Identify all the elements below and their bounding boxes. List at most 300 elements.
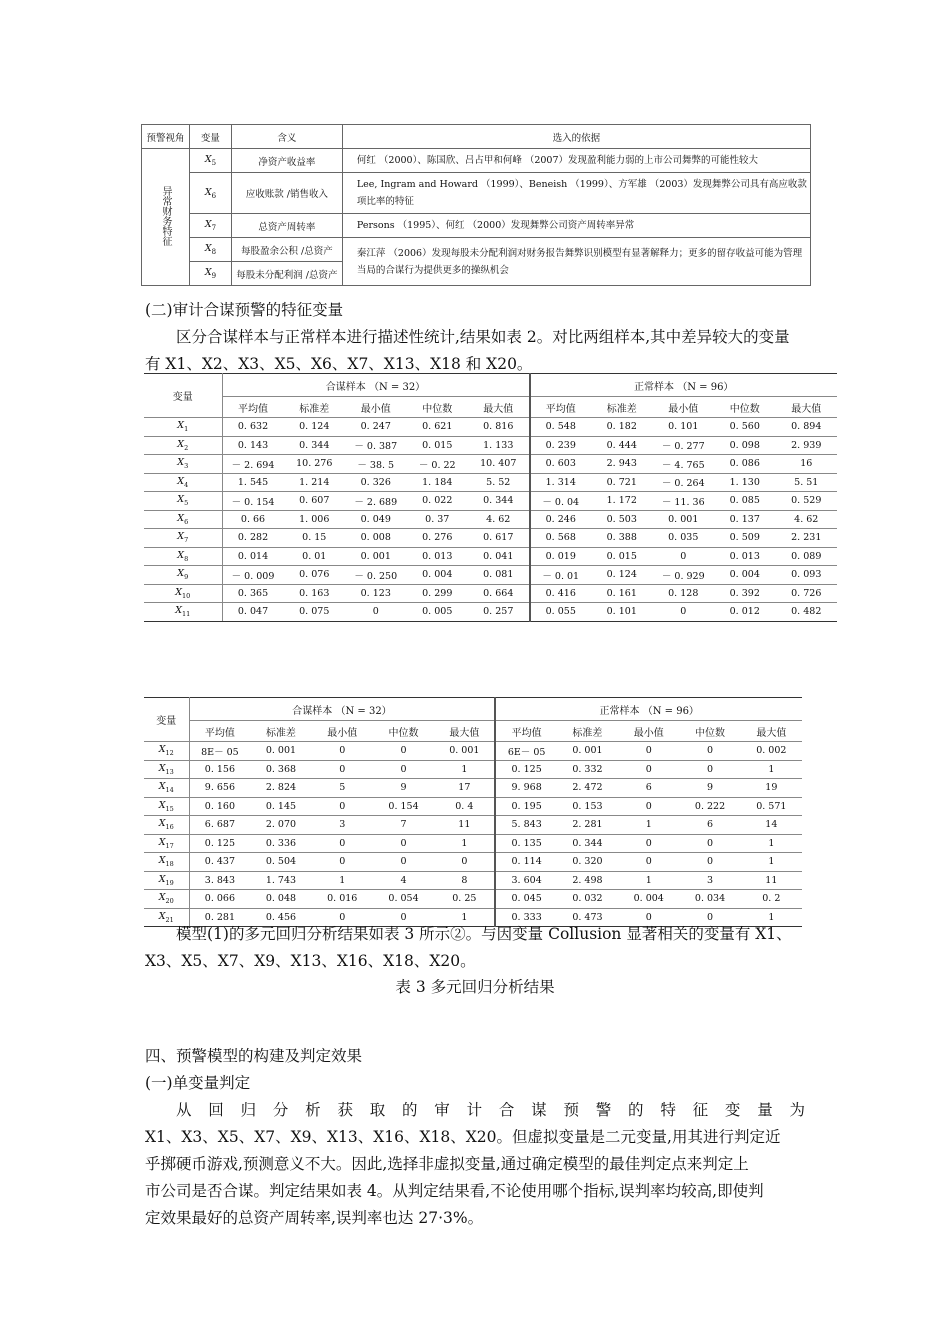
stats-cell: 0. 621 [407,418,469,437]
table1-meaning: 总资产周转率 [231,214,342,238]
stats-header-row [144,698,802,721]
table1-basis: 何红 （2000）、陈国欣、吕占甲和何峰 （2007）发现盈利能力弱的上市公司舞弊的可能性较大 [342,149,810,173]
stats-cell: 16 [776,455,838,474]
stats-row [144,492,837,511]
stats-cell: 0. 015 [591,547,653,566]
stats-cell: 2. 498 [557,871,618,890]
stats-cell: 0. 045 [495,890,556,909]
stats-row [144,473,837,492]
stats-cell: 0. 128 [653,584,715,603]
table1-group-label: 异常财务特征 [142,149,190,286]
stats-row-variable: $X_{20}$ [144,890,189,909]
stats-row [144,742,802,761]
stats-cell: 0. 548 [530,418,592,437]
stats-cell: 0. 246 [530,510,592,529]
stats-cell: 2. 231 [776,529,838,548]
stats-cell: 0. 571 [741,797,802,816]
stats-row-variable: $X_{12}$ [144,742,189,761]
stats-row-variable: $X_{18}$ [144,853,189,872]
stats-row [144,418,837,437]
stats-cell: 0. 4 [434,797,495,816]
stats-cell: 8 [434,871,495,890]
table1-basis: Lee, Ingram and Howard （1999）、Beneish （1999）、方军雄 （2003）发现舞弊公司具有高应收款项比率的特征 [342,173,810,214]
table1-basis: 秦江萍 （2006）发现每股未分配利润对财务报告舞弊识别模型有显著解释力；更多的留存收益可能为管理当局的合谋行为提供更多的操纵机会 [342,238,810,286]
stats-cell: 0. 504 [250,853,311,872]
stats-row-variable: $X_8$ [144,547,222,566]
stats-cell: 3 [312,816,373,835]
stats-cell: － 38. 5 [345,455,407,474]
stats-cell: 0. 098 [714,436,776,455]
table1-var: $X_5$ [189,149,231,173]
stats-cell: 0. 019 [530,547,592,566]
stats-cell: 2. 824 [250,779,311,798]
stats-cell: 1. 214 [284,473,346,492]
stats-cell: 0 [312,742,373,761]
stats-row-variable: $X_{19}$ [144,871,189,890]
stats-header-collusion: 合谋样本 （N = 32） [222,374,530,397]
stats-header-normal: 正常样本 （N = 96） [530,374,838,397]
stats-cell: 0. 37 [407,510,469,529]
stats-cell: 0. 004 [407,566,469,585]
section4-line1: 从回归分析获取的审计合谋预警的特征变量为 [176,1101,805,1119]
stats-cell: 0. 66 [222,510,284,529]
stats-cell: 0 [312,760,373,779]
stats-cell: － 0. 04 [530,492,592,511]
stats-cell: 0. 336 [250,834,311,853]
stats-row [144,834,802,853]
stats-cell: 5 [312,779,373,798]
stats-cell: 0. 014 [222,547,284,566]
stats-cell: 2. 070 [250,816,311,835]
stats-row-variable: $X_{17}$ [144,834,189,853]
stats-cell: 0. 013 [407,547,469,566]
stats-cell: 0. 163 [284,584,346,603]
stats-cell: 0 [679,853,740,872]
section2-heading: (二)审计合谋预警的特征变量 [145,301,344,319]
stats-cell: 0 [373,908,434,927]
stats-row-variable: $X_7$ [144,529,222,548]
stats-row [144,890,802,909]
stats-cell: 17 [434,779,495,798]
table1-meaning: 每股盈余公积 /总资产 [231,238,342,262]
stats-col-header: 中位数 [407,397,469,418]
stats-cell: 0. 081 [468,566,530,585]
stats-cell: － 0. 009 [222,566,284,585]
table1-header [142,125,811,149]
stats-cell: 0 [312,797,373,816]
stats-cell: 0. 015 [407,436,469,455]
stats-cell: 0. 054 [373,890,434,909]
stats-cell: 0 [653,603,715,622]
stats-cell: 0. 344 [284,436,346,455]
stats-col-header: 最大值 [468,397,530,418]
stats-cell: 0 [618,760,679,779]
stats-cell: 0 [312,908,373,927]
stats-cell: 1 [434,834,495,853]
stats-cell: 3. 843 [189,871,250,890]
stats-cell: 19 [741,779,802,798]
stats-col-header: 中位数 [714,397,776,418]
stats-cell: 0. 001 [434,742,495,761]
stats-col-header: 标准差 [591,397,653,418]
stats-cell: 0. 816 [468,418,530,437]
stats-subheader-row [144,721,802,742]
stats-cell: 1. 184 [407,473,469,492]
section4-line2: X1、X3、X5、X7、X9、X13、X16、X18、X20。但虚拟变量是二元变量,用其进行判定近 [145,1128,781,1146]
descriptive-stats-table-part2 [144,697,802,927]
stats-cell: 0 [679,742,740,761]
stats-cell: 9. 968 [495,779,556,798]
stats-cell: 0. 344 [468,492,530,511]
stats-cell: 0 [618,908,679,927]
stats-cell: 5. 843 [495,816,556,835]
stats-cell: 14 [741,816,802,835]
stats-cell: 0. 114 [495,853,556,872]
stats-cell: 0. 568 [530,529,592,548]
stats-subheader-row [144,397,837,418]
stats-col-header: 最小值 [653,397,715,418]
stats-row-variable: $X_{14}$ [144,779,189,798]
stats-cell: 0. 607 [284,492,346,511]
stats-cell: 2. 943 [591,455,653,474]
stats-cell: 10. 276 [284,455,346,474]
stats-cell: 6 [618,779,679,798]
stats-row [144,455,837,474]
stats-cell: 0. 161 [591,584,653,603]
stats-cell: 0 [345,603,407,622]
stats-cell: 1. 314 [530,473,592,492]
stats-row [144,779,802,798]
stats-cell: 4 [373,871,434,890]
stats-cell: 0. 123 [345,584,407,603]
stats-row [144,436,837,455]
stats-cell: 0. 008 [345,529,407,548]
stats-cell: 0. 222 [679,797,740,816]
stats-row [144,853,802,872]
table3-caption: 表 3 多元回归分析结果 [395,978,555,996]
stats-cell: 11 [741,871,802,890]
stats-header-row [144,374,837,397]
stats-cell: 0. 195 [495,797,556,816]
table1-var: $X_9$ [189,262,231,286]
stats-row [144,547,837,566]
stats-cell: 0. 15 [284,529,346,548]
stats-cell: 0. 137 [714,510,776,529]
stats-cell: 0. 365 [222,584,284,603]
section4-line4: 市公司是否合谋。判定结果如表 4。从判定结果看,不论使用哪个指标,误判率均较高,即使判 [145,1182,764,1200]
stats-cell: 0 [373,834,434,853]
stats-cell: 0 [679,908,740,927]
stats-col-header: 标准差 [557,721,618,742]
stats-row-variable: $X_{21}$ [144,908,189,927]
table1-header-perspective: 预警视角 [142,125,190,149]
stats-row-variable: $X_5$ [144,492,222,511]
stats-cell: 0. 034 [679,890,740,909]
stats-cell: 1 [741,853,802,872]
stats-row [144,566,837,585]
stats-row-variable: $X_{13}$ [144,760,189,779]
stats-cell: 0. 368 [250,760,311,779]
stats-cell: 0 [653,547,715,566]
table1-meaning: 净资产收益率 [231,149,342,173]
stats-col-header: 最小值 [618,721,679,742]
table1-row [142,238,811,262]
stats-cell: 0. 2 [741,890,802,909]
stats-cell: 0. 299 [407,584,469,603]
stats-cell: 0 [434,853,495,872]
table1-row [142,214,811,238]
stats-cell: 0 [373,853,434,872]
stats-cell: 0. 01 [284,547,346,566]
stats-cell: 0. 239 [530,436,592,455]
stats-row-variable: $X_4$ [144,473,222,492]
stats-cell: 0. 388 [591,529,653,548]
stats-cell: 0. 086 [714,455,776,474]
stats-cell: 0. 005 [407,603,469,622]
stats-cell: 0. 444 [591,436,653,455]
stats-cell: 0. 085 [714,492,776,511]
stats-cell: － 0. 277 [653,436,715,455]
stats-cell: 0. 004 [714,566,776,585]
model-paragraph: 模型(1)的多元回归分析结果如表 3 所示②。与因变量 Collusion 显著相关的变量有 X1、X3、X5、X7、X9、X13、X16、X18、X20。 [145,925,792,970]
stats-cell: 0. 089 [776,547,838,566]
stats-cell: － 0. 264 [653,473,715,492]
stats-cell: 0. 047 [222,603,284,622]
stats-header-variable: 变量 [144,374,222,418]
stats-row-variable: $X_9$ [144,566,222,585]
stats-cell: 10. 407 [468,455,530,474]
stats-cell: 0. 603 [530,455,592,474]
stats-cell: 3. 604 [495,871,556,890]
stats-cell: 0. 392 [714,584,776,603]
stats-cell: 0 [312,853,373,872]
stats-cell: 0. 004 [618,890,679,909]
stats-row [144,816,802,835]
stats-cell: 0 [373,760,434,779]
stats-row [144,529,837,548]
stats-cell: 0. 154 [373,797,434,816]
stats-cell: 9 [373,779,434,798]
stats-cell: 0. 016 [312,890,373,909]
stats-cell: 0. 320 [557,853,618,872]
stats-cell: 0. 503 [591,510,653,529]
stats-cell: 0. 344 [557,834,618,853]
stats-cell: 0. 143 [222,436,284,455]
stats-header-normal: 正常样本 （N = 96） [495,698,802,721]
stats-row-variable: $X_{11}$ [144,603,222,622]
stats-cell: 0. 125 [495,760,556,779]
stats-cell: － 2. 689 [345,492,407,511]
stats-col-header: 平均值 [530,397,592,418]
stats-cell: 1. 172 [591,492,653,511]
stats-cell: 0. 617 [468,529,530,548]
stats-cell: 0. 101 [591,603,653,622]
table1-row [142,173,811,214]
stats-cell: 0. 013 [714,547,776,566]
stats-cell: 6E－ 05 [495,742,556,761]
stats-cell: 0. 022 [407,492,469,511]
stats-cell: 0. 101 [653,418,715,437]
stats-cell: 5. 52 [468,473,530,492]
section2-paragraph: 区分合谋样本与正常样本进行描述性统计,结果如表 2。对比两组样本,其中差异较大的变量有 X1、X2、X3、X5、X6、X7、X13、X18 和 X20。 [145,328,790,373]
stats-row-variable: $X_{16}$ [144,816,189,835]
stats-cell: － 11. 36 [653,492,715,511]
stats-cell: － 2. 694 [222,455,284,474]
stats-cell: 0. 055 [530,603,592,622]
stats-row-variable: $X_2$ [144,436,222,455]
stats-cell: 0. 664 [468,584,530,603]
stats-cell: 0. 145 [250,797,311,816]
stats-cell: 0. 281 [189,908,250,927]
stats-cell: － 0. 250 [345,566,407,585]
stats-cell: 0 [618,742,679,761]
stats-cell: 2. 939 [776,436,838,455]
stats-cell: 0. 124 [284,418,346,437]
stats-row-variable: $X_3$ [144,455,222,474]
stats-cell: － 0. 929 [653,566,715,585]
stats-row [144,510,837,529]
table1-var: $X_6$ [189,173,231,214]
stats-cell: 0. 035 [653,529,715,548]
stats-cell: 3 [679,871,740,890]
stats-col-header: 最大值 [741,721,802,742]
stats-cell: 0. 25 [434,890,495,909]
stats-col-header: 中位数 [679,721,740,742]
stats-cell: 0. 632 [222,418,284,437]
stats-cell: 0. 001 [557,742,618,761]
stats-row [144,584,837,603]
stats-cell: 11 [434,816,495,835]
stats-col-header: 标准差 [250,721,311,742]
section4-subheading: (一)单变量判定 [145,1074,251,1092]
stats-cell: 0. 416 [530,584,592,603]
stats-cell: 0. 282 [222,529,284,548]
stats-cell: 1. 743 [250,871,311,890]
table1-row [142,149,811,173]
stats-cell: 0. 276 [407,529,469,548]
table1-header-basis: 选入的依据 [342,125,810,149]
stats-col-header: 最小值 [345,397,407,418]
stats-cell: 0. 012 [714,603,776,622]
stats-col-header: 最小值 [312,721,373,742]
stats-cell: 4. 62 [468,510,530,529]
table1-basis: Persons （1995）、何红 （2000）发现舞弊公司资产周转率异常 [342,214,810,238]
stats-cell: 0. 560 [714,418,776,437]
stats-cell: 2. 281 [557,816,618,835]
stats-cell: 0. 066 [189,890,250,909]
stats-col-header: 平均值 [222,397,284,418]
descriptive-stats-table-part1 [144,373,837,622]
stats-cell: － 0. 154 [222,492,284,511]
stats-row-variable: $X_6$ [144,510,222,529]
section4-line5: 定效果最好的总资产周转率,误判率也达 27·3%。 [145,1209,484,1227]
stats-cell: 0 [679,834,740,853]
stats-row [144,760,802,779]
stats-row-variable: $X_1$ [144,418,222,437]
stats-cell: 0. 125 [189,834,250,853]
stats-cell: 0. 124 [591,566,653,585]
stats-cell: 0. 726 [776,584,838,603]
stats-cell: 8E－ 05 [189,742,250,761]
stats-row [144,797,802,816]
stats-cell: 0. 509 [714,529,776,548]
stats-cell: 0. 456 [250,908,311,927]
stats-cell: 6. 687 [189,816,250,835]
table1-header-meaning: 含义 [231,125,342,149]
stats-cell: 1. 545 [222,473,284,492]
section4-line3: 乎掷硬币游戏,预测意义不大。因此,选择非虚拟变量,通过确定模型的最佳判定点来判定上 [145,1155,749,1173]
stats-cell: 7 [373,816,434,835]
stats-cell: 0. 153 [557,797,618,816]
stats-cell: 0. 041 [468,547,530,566]
stats-cell: 0. 482 [776,603,838,622]
stats-cell: 0. 247 [345,418,407,437]
stats-cell: 0. 333 [495,908,556,927]
stats-cell: 1 [434,908,495,927]
stats-cell: 0. 093 [776,566,838,585]
stats-cell: 0. 332 [557,760,618,779]
stats-cell: 0. 257 [468,603,530,622]
stats-row [144,871,802,890]
table1-meaning: 每股未分配利润 /总资产 [231,262,342,286]
stats-cell: 5. 51 [776,473,838,492]
stats-cell: 1. 006 [284,510,346,529]
stats-cell: 0. 049 [345,510,407,529]
stats-col-header: 最大值 [434,721,495,742]
stats-cell: 0. 182 [591,418,653,437]
table1-var: $X_7$ [189,214,231,238]
stats-col-header: 中位数 [373,721,434,742]
stats-row-variable: $X_{15}$ [144,797,189,816]
stats-cell: － 0. 387 [345,436,407,455]
stats-cell: 0 [679,760,740,779]
stats-header-collusion: 合谋样本 （N = 32） [189,698,495,721]
stats-cell: 1 [434,760,495,779]
stats-cell: 1 [618,816,679,835]
stats-cell: 0. 032 [557,890,618,909]
stats-col-header: 最大值 [776,397,838,418]
stats-cell: 1 [312,871,373,890]
section4-heading: 四、预警模型的构建及判定效果 [145,1047,363,1065]
stats-cell: 6 [679,816,740,835]
stats-cell: 0. 529 [776,492,838,511]
stats-cell: － 4. 765 [653,455,715,474]
stats-cell: 0 [312,834,373,853]
stats-col-header: 平均值 [189,721,250,742]
stats-cell: 1. 130 [714,473,776,492]
stats-row [144,603,837,622]
stats-cell: 0. 048 [250,890,311,909]
stats-cell: 1. 133 [468,436,530,455]
table1-var: $X_8$ [189,238,231,262]
table1-header-variable: 变量 [189,125,231,149]
stats-cell: 0 [618,797,679,816]
stats-cell: － 0. 01 [530,566,592,585]
stats-cell: 1 [741,760,802,779]
stats-cell: 0. 002 [741,742,802,761]
table1-meaning: 应收账款 /销售收入 [231,173,342,214]
stats-cell: 0. 135 [495,834,556,853]
stats-cell: 1 [741,834,802,853]
stats-cell: 0. 075 [284,603,346,622]
stats-header-variable: 变量 [144,698,189,742]
stats-cell: 0. 721 [591,473,653,492]
stats-row-variable: $X_{10}$ [144,584,222,603]
stats-cell: 0. 894 [776,418,838,437]
stats-col-header: 平均值 [495,721,556,742]
stats-cell: 0. 001 [250,742,311,761]
stats-cell: 4. 62 [776,510,838,529]
